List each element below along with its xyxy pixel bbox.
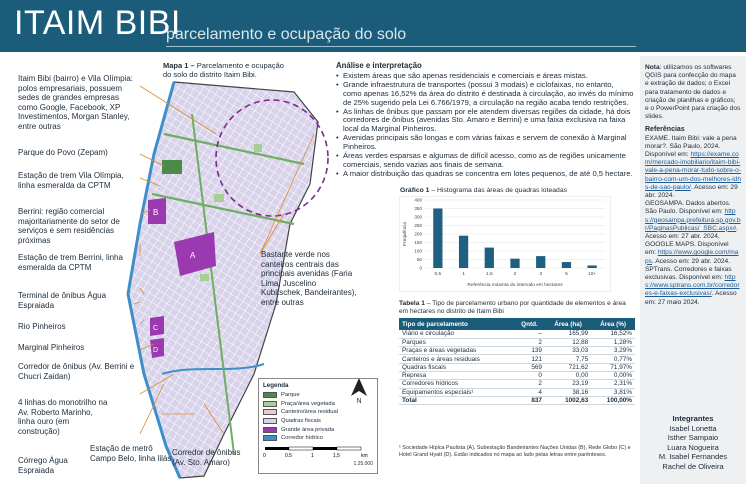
integrantes <box>640 414 746 472</box>
table-cell: 837 <box>514 396 545 404</box>
header-banner <box>0 0 746 52</box>
table-title <box>399 300 635 316</box>
table-cell: 71,97% <box>591 363 635 371</box>
scale-tick: 0 <box>263 452 266 459</box>
label-bastante-verde: Bastante verde nos canteiros centrais das principais avenidas (Faria Lima, Juscelino Kubitschek, Bandeirantes), entre outras <box>261 250 357 307</box>
chart-y-label: Frequência <box>403 222 408 246</box>
note <box>645 64 741 121</box>
chart-y-tick: 400 <box>414 197 422 203</box>
table-cell: 2,31% <box>591 380 635 388</box>
table-row <box>399 338 635 346</box>
legend-item <box>263 425 373 434</box>
map-caption-bold: Mapa 1 – <box>163 61 195 70</box>
north-arrow <box>347 378 371 405</box>
label-parque-do-povo: Parque do Povo (Zepam) <box>18 148 108 157</box>
label-estacao-vila-olimpia: Estação de trem Vila Olímpia, linha esmeralda da CPTM <box>18 171 124 190</box>
legend-label: Grande área privada <box>281 426 335 433</box>
page-title: ITAIM BIBI <box>14 4 181 42</box>
integrante-name: M. Isabel Fernandes <box>658 452 728 462</box>
legend-swatch <box>263 427 277 433</box>
table-footnote: ¹ Sociedade Hípica Paulista (A), Subestação Bandeirantes Nações Unidas (B), Rede Globo (C) e Hotel Grand Hyatt (D). Estão indicados no mapa ao lado pelas letras entre parênteses. <box>399 445 631 458</box>
label-monotrilho: 4 linhas do monotrilho na Av. Roberto Marinho, linha ouro (em construção) <box>18 398 108 436</box>
table-cell: 0,77% <box>591 355 635 363</box>
analysis-bullet: • Existem áreas que são apenas residenciais e comerciais e áreas mistas. <box>336 72 634 81</box>
table-cell: 38,16 <box>545 388 591 396</box>
chart-y-tick: 300 <box>414 214 422 220</box>
table-cell: Represa <box>399 371 514 379</box>
chart-x-tick: 0,5 <box>434 272 442 277</box>
legend-item <box>263 417 373 426</box>
reference-link[interactable]: https://exame.com/mercado-imobiliario/itaim-bibi-vale-a-pena-morar-tudo-sobre-o-bairro-com-um-dos-melhores-idhs-de-sao-paulo/ <box>645 151 742 191</box>
integrante-name: Luara Nogueira <box>667 442 719 452</box>
table-row <box>399 363 635 371</box>
page-subtitle: parcelamento e ocupação do solo <box>166 26 407 43</box>
chart-x-tick: 10+ <box>588 272 597 277</box>
legend-label: Corredor hídrico <box>281 435 323 442</box>
table-row <box>399 355 635 363</box>
note-bold: Nota <box>645 64 660 71</box>
refs-list <box>645 135 741 307</box>
integrante-name: Rachel de Oliveira <box>662 461 724 471</box>
north-label: N <box>356 398 362 405</box>
table-cell: 1002,63 <box>545 396 591 404</box>
integrante-name: Isther Sampaio <box>667 433 719 443</box>
legend-label: Praça/área vegetada <box>281 400 335 407</box>
chart-x-tick: 1 <box>462 272 465 277</box>
table-cell: 23,19 <box>545 380 591 388</box>
parque-do-povo <box>162 160 182 174</box>
reference-text: SPTrans. Corredores e faixas exclusivas. Disponível em: <box>645 265 732 282</box>
table-cell: 0 <box>514 371 545 379</box>
reference-text: EXAME. Itaim Bibi: vale a pena morar?. São Paulo, 2024. Disponível em: <box>645 134 737 159</box>
table-title-bold: Tabela 1 <box>399 300 425 307</box>
table-header: Qntd. <box>514 318 545 330</box>
table-cell: – <box>514 330 545 338</box>
chart-bar <box>536 256 545 268</box>
reference-item <box>645 200 741 241</box>
praca <box>254 144 262 152</box>
table-cell: 16,52% <box>591 330 635 338</box>
table-header: Área (ha) <box>545 318 591 330</box>
chart-y-tick: 150 <box>414 240 422 246</box>
chart-bar <box>588 265 597 268</box>
label-rio-pinheiros: Rio Pinheiros <box>18 322 66 331</box>
map-letter-d: D <box>153 347 159 354</box>
table-header: Área (%) <box>591 318 635 330</box>
scale-tick: km <box>361 452 368 459</box>
reference-access-date: . Acesso em: 27 maio 2024. <box>645 290 737 306</box>
table-cell: 121 <box>514 355 545 363</box>
table-row <box>399 330 635 338</box>
table-cell: 0,00% <box>591 371 635 379</box>
praca <box>214 194 224 202</box>
table-row <box>399 396 635 404</box>
analysis-list <box>336 72 634 179</box>
chart-title-text: – Histograma das áreas de quadras loteadas <box>429 187 567 194</box>
chart-bar <box>485 248 494 268</box>
table-row <box>399 347 635 355</box>
chart-title <box>400 187 567 194</box>
analysis-bullet: • A maior distribuição das quadras se concentra em lotes pequenos, de até 0,5 hectare. <box>336 170 634 179</box>
chart-x-tick: 2 <box>513 272 517 277</box>
chart-bar <box>459 236 468 268</box>
label-corredor-berrini: Corredor de ônibus (Av. Berrini e Chucri Zaidan) <box>18 362 135 381</box>
analysis-title: Análise e interpretação <box>336 61 422 70</box>
reference-access-date: . Acesso em: 27 abr. 2024. <box>645 224 739 241</box>
chart-frame <box>399 196 611 292</box>
table-row <box>399 371 635 379</box>
table-cell: 569 <box>514 363 545 371</box>
label-marginal-pinheiros: Marginal Pinheiros <box>18 343 85 352</box>
table-cell: 2 <box>514 338 545 346</box>
table-cell: 0,00 <box>545 371 591 379</box>
table-header: Tipo de parcelamento <box>399 318 514 330</box>
chart-y-tick: 0 <box>419 265 422 271</box>
parcelamento-table <box>399 318 635 405</box>
table-cell: Total <box>399 396 514 404</box>
legend-label: Canteiro/área residual <box>281 409 339 416</box>
table-cell: 165,99 <box>545 330 591 338</box>
reference-text: GEOSAMPA. Dados abertos. São Paulo. Disponível em: <box>645 200 731 216</box>
reference-link[interactable]: https://www.google.com/maps <box>645 249 739 265</box>
analysis-section <box>336 62 634 179</box>
table-cell: 4 <box>514 388 545 396</box>
chart-x-label: Referência máxima do intervalo em hectares <box>467 283 563 288</box>
legend-label: Parque <box>281 392 300 399</box>
chart-y-tick: 100 <box>414 248 422 254</box>
chart-x-tick: 1,5 <box>485 272 493 277</box>
chart-x-tick: 3 <box>539 272 543 277</box>
table-cell: 1,28% <box>591 338 635 346</box>
legend-item <box>263 434 373 443</box>
legend-swatch <box>263 401 277 407</box>
chart-y-tick: 350 <box>414 206 422 212</box>
table-cell: Quadras fiscais <box>399 363 514 371</box>
analysis-bullet: • Avenidas principais são longas e com várias faixas e servem de conexão à Marginal Pinheiros. <box>336 134 634 152</box>
table-cell: Canteiros e áreas residuais <box>399 355 514 363</box>
table-row <box>399 380 635 388</box>
table-title-text: – Tipo de parcelamento urbano por quantidade de elementos e área em hectares no distrito de Itaim Bibi <box>399 300 626 315</box>
label-itaim-bibi: Itaim Bibi (bairro) e Vila Olímpia: polos empresariais, possuem sedes de grandes empresas como Google, Facebook, XP Investimentos, Morgan Stanley, entre outras <box>18 74 133 131</box>
analysis-bullet: • As linhas de ônibus que passam por ele atendem diversas regiões da cidade, há dois corredores de ônibus (avenidas Sto. Amaro e Berrini) e uma faixa exclusiva na faixa local da Marginal Pinheiros. <box>336 108 634 135</box>
reference-link[interactable]: https://geosampa.prefeitura.sp.gov.br/PaginasPublicas/_SBC.aspx# <box>645 208 741 232</box>
table-cell: Equipamentos especiais¹ <box>399 388 514 396</box>
legend-item <box>263 408 373 417</box>
table-cell: 100,00% <box>591 396 635 404</box>
reference-item <box>645 266 741 307</box>
reference-item <box>645 135 741 201</box>
table-cell: 33,03 <box>545 347 591 355</box>
map-letter-c: C <box>153 325 159 332</box>
reference-access-date: . Acesso em: 29 abr. 2024. <box>645 183 738 200</box>
label-corrego: Córrego Água Espraiada <box>18 456 68 475</box>
table-cell: 3,29% <box>591 347 635 355</box>
scale-bar <box>263 445 373 459</box>
chart-bar <box>562 262 571 268</box>
table-cell: Corredores hídricos <box>399 380 514 388</box>
legend-swatch <box>263 435 277 441</box>
analysis-bullet: • Áreas verdes esparsas e algumas de difícil acesso, como as de regiões unicamente comerciais, sendo vazias aos finais de semana. <box>336 152 634 170</box>
table-cell: Praças e áreas vegetadas <box>399 347 514 355</box>
chart-y-tick: 200 <box>414 231 422 237</box>
table-row <box>399 388 635 396</box>
chart-y-tick: 50 <box>416 257 422 263</box>
chart-y-tick: 250 <box>414 223 422 229</box>
label-berrini: Berrini: região comercial majoritariamente do setor de serviços e sem residências próximas <box>18 207 120 245</box>
analysis-bullet: • Grande infraestrutura de transportes (possui 3 modais) e ciclofaixas, no entanto, como apenas 16,52% da área do distrito é destinada à circulação, ao invés do mínimo de 25% sugerido pela Lei 6.766/1979, a circulação na região acaba tendo restrições. <box>336 81 634 108</box>
legend-label: Quadras fiscais <box>281 418 321 425</box>
scale-tick: 1 <box>311 452 314 459</box>
scale-tick: 0.5 <box>285 452 292 459</box>
map-caption-text: Parcelamento e ocupação do solo do distrito Itaim Bibi. <box>163 61 284 79</box>
reference-item <box>645 241 741 266</box>
reference-link[interactable]: https://www.sptrans.com.br/corredores-e-faixas-exclusivas/ <box>645 274 740 298</box>
note-text: : utilizamos os softwares QGIS para confecção do mapa e extração de dados; o Excel para tratamento de dados e criação de planilhas e gráficos; e o PowerPoint para criação dos slides. <box>645 64 741 121</box>
chart-x-tick: 5 <box>565 272 568 277</box>
map-letter-a: A <box>190 251 196 260</box>
label-estacao-campo-belo: Estação de metrô Campo Belo, linha lilás <box>90 444 172 463</box>
chart-title-bold: Gráfico 1 <box>400 187 430 194</box>
chart-bar <box>510 259 519 268</box>
chart-bar <box>433 209 442 269</box>
integrante-name: Isabel Lonetta <box>669 423 717 433</box>
legend-swatch <box>263 392 277 398</box>
table-cell: 721,62 <box>545 363 591 371</box>
legend-title: Legenda <box>263 382 289 389</box>
table-cell: 12,88 <box>545 338 591 346</box>
subtitle-rule <box>166 46 636 47</box>
scale-tick: 1,5 <box>333 452 340 459</box>
legend-swatch <box>263 418 277 424</box>
scale-ratio: 1:25.000 <box>353 460 373 467</box>
table-cell: 139 <box>514 347 545 355</box>
integrantes-title: Integrantes <box>672 414 714 423</box>
histogram-chart <box>399 196 611 292</box>
praca <box>200 274 209 281</box>
reference-access-date: . Acesso em: 29 abr. 2024. <box>651 257 731 265</box>
table-cell: 2 <box>514 380 545 388</box>
refs-title: Referências <box>645 126 685 134</box>
map-caption <box>163 61 293 79</box>
reference-text: GOOGLE MAPS. Disponível em: <box>645 241 729 257</box>
table-cell: Viário e circulação <box>399 330 514 338</box>
table-cell: Parques <box>399 338 514 346</box>
label-estacao-berrini: Estação de trem Berrini, linha esmeralda da CPTM <box>18 253 123 272</box>
label-corredor-santo-amaro: Corredor de ônibus (Av. Sto. Amaro) <box>172 448 241 467</box>
map-letter-b: B <box>153 208 159 217</box>
label-terminal-agua-espraiada: Terminal de ônibus Água Espraiada <box>18 291 107 310</box>
table-cell: 7,75 <box>545 355 591 363</box>
north-arrow-icon <box>349 378 369 396</box>
table-cell: 3,81% <box>591 388 635 396</box>
legend-swatch <box>263 409 277 415</box>
